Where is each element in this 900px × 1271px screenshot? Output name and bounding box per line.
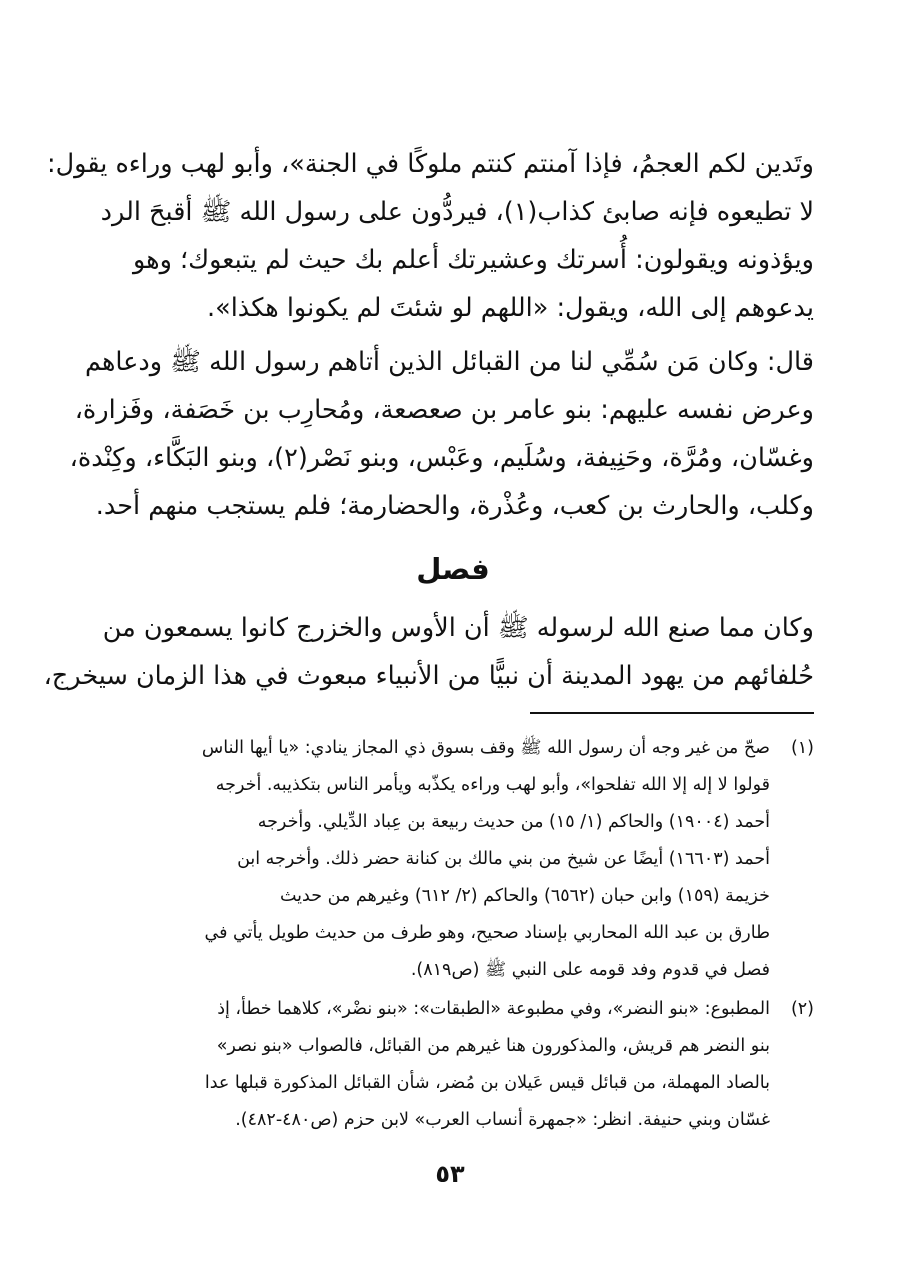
footnote-line: طارق بن عبد الله المحاربي بإسناد صحيح، وهو طرف من حديث طويل يأتي في: [204, 923, 770, 943]
paragraph-3: [43, 604, 814, 700]
footnote-1: [96, 730, 814, 989]
footnotes: [96, 730, 814, 1141]
footnote-line: المطبوع: «بنو النضر»، وفي مطبوعة «الطبقات»: «بنو نضْر»، كلاهما خطأ، إذ: [217, 999, 770, 1019]
text-line: وكان مما صنع الله لرسوله ﷺ أن الأوس والخزرج كانوا يسمعون من: [102, 613, 814, 643]
footnote-line: صحّ من غير وجه أن رسول الله ﷺ وقف بسوق ذي المجاز ينادي: «يا أيها الناس: [201, 738, 770, 758]
footnote-divider: [530, 712, 814, 714]
footnote-body: [96, 730, 770, 989]
text-line: يدعوهم إلى الله، ويقول: «اللهم لو شئتَ لم يكونوا هكذا».: [207, 293, 814, 323]
footnote-line: أحمد (١٦٦٠٣) أيضًا عن شيخ من بني مالك بن كنانة حضر ذلك. وأخرجه ابن: [237, 849, 770, 869]
section-heading: فصل: [416, 552, 490, 586]
text-line: حُلفائهم من يهود المدينة أن نبيًّا من الأنبياء مبعوث في هذا الزمان سيخرج،: [43, 661, 814, 691]
text-line: لا تطيعوه فإنه صابئ كذاب(١)، فيردُّون على رسول الله ﷺ أقبحَ الرد: [100, 197, 814, 227]
paragraph-2: [69, 338, 814, 530]
text-line: قال: وكان مَن سُمِّي لنا من القبائل الذين أتاهم رسول الله ﷺ ودعاهم: [84, 347, 814, 377]
page-number: ٥٣: [435, 1160, 465, 1188]
footnote-line: فصل في قدوم وفد قومه على النبي ﷺ (ص٨١٩).: [410, 960, 770, 980]
footnote-number: (١): [790, 738, 814, 758]
footnote-line: بالصاد المهملة، من قبائل قيس عَيلان بن مُضر، شأن القبائل المذكورة قبلها عدا: [204, 1073, 770, 1093]
footnote-line: قولوا لا إله إلا الله تفلحوا»، وأبو لهب وراءه يكذّبه ويأمر الناس بتكذيبه. أخرجه: [215, 775, 770, 795]
text-line: وعرض نفسه عليهم: بنو عامر بن صعصعة، ومُحارِب بن خَصَفة، وفَزارة،: [74, 395, 814, 425]
footnote-line: غسّان وبني حنيفة. انظر: «جمهرة أنساب العرب» لابن حزم (ص٤٨٠-٤٨٢).: [235, 1110, 770, 1130]
footnote-line: بنو النضر هم قريش، والمذكورون هنا غيرهم من القبائل، فالصواب «بنو نصر»: [216, 1036, 770, 1056]
main-text: [43, 140, 814, 706]
text-line: وكلب، والحارث بن كعب، وعُذْرة، والحضارمة؛ فلم يستجب منهم أحد.: [95, 491, 814, 521]
text-line: وغسّان، ومُرَّة، وحَنِيفة، وسُلَيم، وعَبْس، وبنو نَصْر(٢)، وبنو البَكَّاء، وكِنْدة،: [69, 443, 814, 473]
footnote-line: خزيمة (١٥٩) وابن حبان (٦٥٦٢) والحاكم (٢/ ٦١٢) وغيرهم من حديث: [280, 886, 770, 906]
footnote-body: [96, 991, 770, 1139]
footnote-number: (٢): [790, 999, 814, 1019]
text-line: وتَدين لكم العجمُ، فإذا آمنتم كنتم ملوكًا في الجنة»، وأبو لهب وراءه يقول:: [47, 149, 814, 179]
footnote-line: أحمد (١٩٠٠٤) والحاكم (١/ ١٥) من حديث ربيعة بن عِباد الدِّيلي. وأخرجه: [257, 812, 770, 832]
footnote-2: [96, 991, 814, 1139]
paragraph-1: [47, 140, 814, 332]
text-line: ويؤذونه ويقولون: أُسرتك وعشيرتك أعلم بك حيث لم يتبعوك؛ وهو: [132, 245, 814, 275]
